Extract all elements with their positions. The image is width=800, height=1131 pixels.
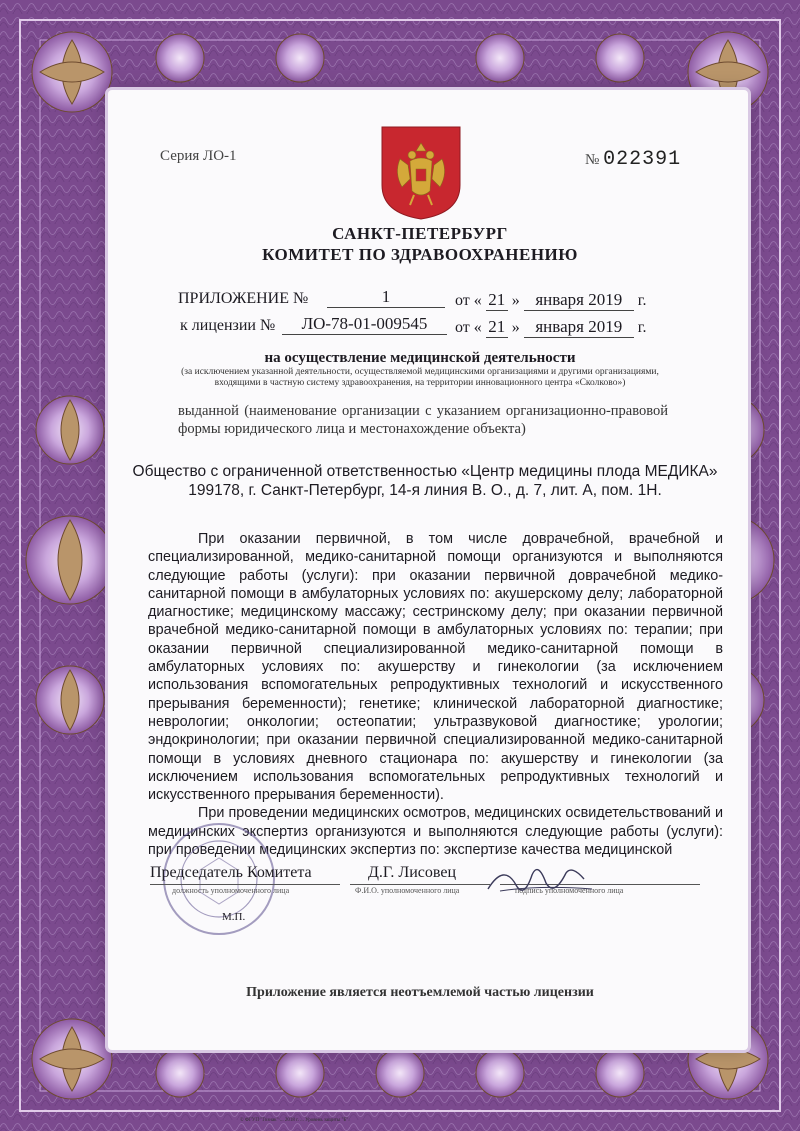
services-text	[148, 530, 723, 859]
name-caption: Ф.И.О. уполномоченного лица	[355, 886, 460, 895]
handwritten-signature-icon	[480, 855, 600, 905]
organization-block	[130, 462, 720, 500]
appendix-date-close: »	[511, 292, 520, 309]
number-prefix: №	[585, 152, 600, 168]
signatory-position: Председатель Комитета	[150, 864, 312, 881]
appendix-footer-note: Приложение является неотъемлемой частью лицензии	[246, 985, 594, 1000]
signature-caption: подпись уполномоченного лица	[515, 886, 624, 895]
printer-imprint: © ФГУП "Гознак" ... 2018 г. ... Уровень защиты "Б".	[240, 1118, 350, 1123]
issued-to-caption: выданной (наименование организации с указанием организационно-правовой формы юридического лица и местонахождение объекта)	[178, 403, 668, 437]
number-value: 022391	[603, 148, 682, 171]
coat-of-arms-icon	[380, 125, 462, 221]
appendix-date-open: от «	[455, 292, 482, 309]
license-month-year: января 2019	[524, 317, 634, 338]
position-line	[150, 884, 340, 885]
license-number-value: ЛО-78-01-009545	[282, 314, 447, 335]
license-day: 21	[486, 317, 508, 338]
appendix-label: ПРИЛОЖЕНИЕ №	[178, 290, 309, 307]
committee-heading: КОМИТЕТ ПО ЗДРАВООХРАНЕНИЮ	[262, 245, 578, 264]
license-date	[455, 317, 647, 338]
appendix-number-value: 1	[327, 287, 445, 308]
organization-name: Общество с ограниченной ответственностью «Центр медицины плода МЕДИКА»	[132, 463, 718, 480]
document-number	[585, 148, 681, 171]
signatory-name: Д.Г. Лисовец	[368, 864, 456, 881]
services-paragraph-2: При проведении медицинских осмотров, медицинских освидетельствований и медицинских экспертиз организуются и выполняются следующие работы (услуги): при проведении медицинских экспертиз по: экспертизе качества медицинской	[148, 805, 723, 859]
appendix-number	[327, 287, 445, 308]
organization-address: 199178, г. Санкт-Петербург, 14-я линия В. О., д. 7, лит. А, пом. 1Н.	[188, 482, 662, 499]
appendix-day: 21	[486, 290, 508, 311]
license-number	[282, 314, 447, 335]
license-label: к лицензии №	[180, 317, 276, 334]
name-line	[350, 884, 490, 885]
services-paragraph-1: При оказании первичной, в том числе доврачебной, врачебной и специализированной, медико-санитарной помощи организуются и выполняются следующие работы (услуги): при оказании первичной доврачебной медико-санитарной помощи в амбулаторных условиях по: акушерскому делу; лабораторной диагностике; медицинскому массажу; сестринскому делу; при оказании первичной врачебной медико-санитарной помощи в амбулаторных условиях по: терапии; при оказании первичной специализированной медико-санитарной помощи в амбулаторных условиях по: акушерству и гинекологии (за исключением использования вспомогательных репродуктивных технологий и искусственного прерывания беременности); генетике; клинической лабораторной диагностике; неврологии; онкологии; остеопатии; ультразвуковой диагностике; урологии; эндокринологии; при оказании первичной специализированной медико-санитарной помощи в условиях дневного стационара по: акушерству и гинекологии (за исключением использования вспомогательных репродуктивных технологий и искусственного прерывания беременности).	[148, 531, 723, 804]
stamp-place-mark: М.П.	[222, 911, 246, 923]
activity-exclusion: (за исключением указанной деятельности, осуществляемой медицинскими организациями и другими организациями, входящими в частную систему здравоохранения, на территории инновационного центра «Сколково»)	[181, 367, 659, 388]
appendix-date	[455, 290, 647, 311]
city-heading: САНКТ-ПЕТЕРБУРГ	[332, 224, 508, 243]
license-date-close: »	[511, 319, 520, 336]
license-date-open: от «	[455, 319, 482, 336]
appendix-month-year: января 2019	[524, 290, 634, 311]
license-year-suffix: г.	[637, 319, 647, 336]
activity-title: на осуществление медицинской деятельности	[264, 350, 576, 366]
appendix-year-suffix: г.	[637, 292, 647, 309]
series-label: Серия ЛО-1	[160, 148, 237, 164]
position-caption: должность уполномоченного лица	[172, 886, 290, 895]
